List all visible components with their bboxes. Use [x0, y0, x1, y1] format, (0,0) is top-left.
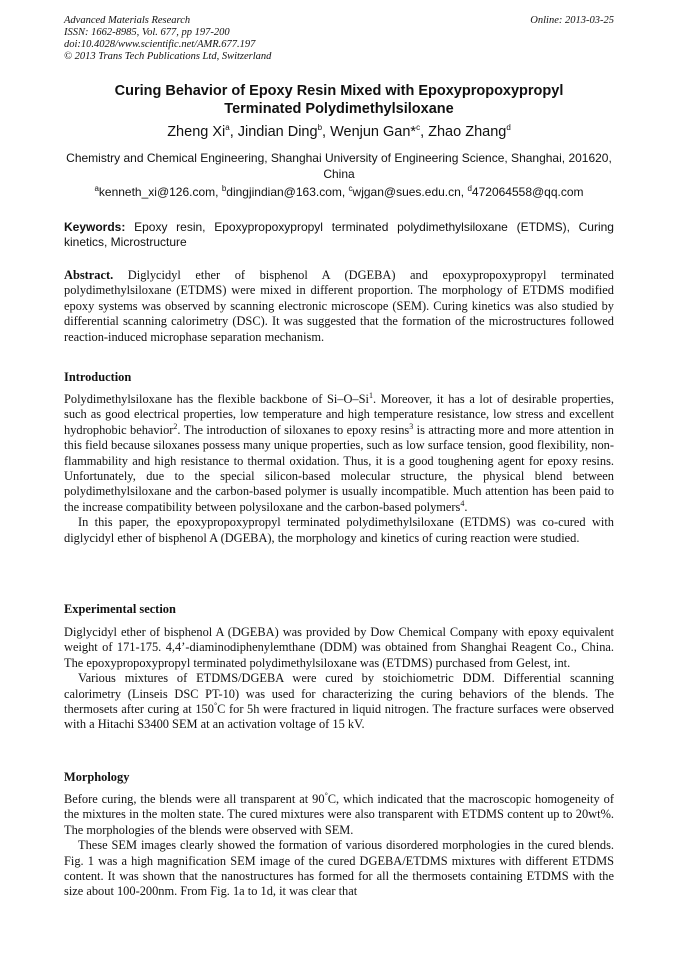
author-sup: d — [506, 123, 511, 133]
journal-name: Advanced Materials Research — [64, 15, 191, 26]
morphology-body — [64, 792, 614, 900]
email-link[interactable]: wjgan@sues.edu.cn — [352, 185, 461, 199]
author-name: Zhao Zhang — [428, 124, 507, 140]
citation-ref: 1 — [368, 390, 373, 400]
paragraph — [64, 392, 614, 515]
paper-title — [40, 82, 638, 118]
text-run: Before curing, the blends were all transparent at 90 — [64, 792, 325, 806]
citation-ref: 4 — [460, 498, 465, 508]
citation-ref: 3 — [409, 421, 414, 431]
issn-line: ISSN: 1662-8985, Vol. 677, pp 197-200 — [64, 27, 230, 38]
paragraph: In this paper, the epoxypropoxypropyl terminated polydimethylsiloxane (ETDMS) was co-cured with diglycidyl ether of bisphenol A (DGEBA), the morphology and kinetics of curing reaction were studied. — [64, 515, 614, 545]
email-sup: c — [348, 184, 353, 193]
section-heading-introduction: Introduction — [64, 370, 132, 384]
author-sup: a — [225, 123, 230, 133]
author-name: Jindian Ding — [237, 124, 318, 140]
paragraph — [64, 792, 614, 838]
email-link[interactable]: kenneth_xi@126.com — [98, 185, 216, 199]
abstract — [64, 268, 614, 345]
copyright-line: © 2013 Trans Tech Publications Ltd, Switzerland — [64, 51, 272, 62]
section-heading-experimental: Experimental section — [64, 602, 176, 616]
text-run: . Moreover, it has a lot of desirable properties, such as good electrical properties, low temperature and high temperature resistance, low stress and excellent hydrophobic behavior — [64, 392, 614, 437]
keywords — [64, 220, 614, 250]
paragraph: These SEM images clearly showed the formation of various disordered morphologies in the cured blends. Fig. 1 was a high magnification SEM image of the cured DGEBA/ETDMS mixtures with different ETDMS content. It was shown that the nanostructures has formed for all the thermosets containing ETDMS with the size about 100-200nm. From Fig. 1a to 1d, it was clear that — [64, 838, 614, 899]
experimental-body — [64, 625, 614, 733]
email-sup: a — [94, 184, 99, 193]
journal-meta — [64, 15, 271, 63]
degree-sign: ° — [213, 700, 218, 710]
email-link[interactable]: dingjindian@163.com — [226, 185, 342, 199]
introduction-body — [64, 392, 614, 546]
author-sup: c — [416, 123, 421, 133]
doi-line: doi:10.4028/www.scientific.net/AMR.677.197 — [64, 39, 256, 50]
author-list: Zheng Xi$^a$, Jindian Ding$^b$, Wenjun Gan*$^c$, Zhao Zhang$^d$ — [167, 123, 511, 140]
email-sup: d — [467, 184, 472, 193]
text-run: C for 5h were fractured in liquid nitrogen. The fracture surfaces were observed with a Hitachi S3400 SEM at an activation voltage of 15 kV. — [64, 702, 615, 732]
text-run: Various mixtures of ETDMS/DGEBA were cured by stoichiometric DDM. Differential scanning calorimetry (Linseis DSC PT-10) was used for characterizing the curing behaviors of the blends. The thermosets after curing at 150 — [64, 671, 614, 717]
citation-ref: 2 — [173, 421, 178, 431]
text-run: Polydimethylsiloxane has the flexible backbone of Si–O–Si — [64, 392, 369, 406]
keywords-text: Epoxy resin, Epoxypropoxypropyl terminated polydimethylsiloxane (ETDMS), Curing kinetics, Microstructure — [64, 220, 614, 249]
degree-sign: ° — [324, 790, 328, 800]
online-date: Online: 2013-03-25 — [530, 15, 614, 26]
text-run: is attracting more and more attention in this field because siloxanes possess many unique properties, such as low surface tension, good flexibility, non-flammability and high resistance to thermal oxidation. Thus, it is a good toughening agent for epoxy resins. Unfortunately, due to the special silicon-based molecular structure, the physical blend between polydimethylsiloxane and the carbon-based polymer is usually incompatible. Much attention has been paid to the increase compatibility between polysiloxane and the carbon-based polymers — [64, 422, 615, 514]
email-link[interactable]: 472064558@qq.com — [471, 185, 584, 199]
author-sup: b — [317, 123, 323, 133]
author-name: Zheng Xi — [167, 124, 226, 140]
abstract-text: Diglycidyl ether of bisphenol A (DGEBA) and epoxypropoxypropyl terminated polydimethylsiloxane (ETDMS) were mixed in different proportion. The morphology of ETDMS modified epoxy systems was observed by scanning electronic microscope (SEM). Curing kinetics was also studied by differential scanning calorimetry (DSC). It was suggested that the formation of the microstructures followed reaction-induced microphase separation mechanism. — [64, 268, 614, 344]
email-sup: b — [221, 184, 227, 193]
title-line-1: Curing Behavior of Epoxy Resin Mixed with Epoxypropoxypropyl — [114, 83, 564, 99]
paragraph — [64, 671, 614, 733]
keywords-label: Keywords: — [64, 220, 126, 234]
text-run: C, which indicated that the macroscopic homogeneity of the mixtures in the molten state. The cured mixtures were also transparent with ETDMS content up to 20wt%. The morphologies of the blends were observed with SEM. — [64, 792, 614, 837]
title-line-2: Terminated Polydimethylsiloxane — [224, 101, 454, 117]
text-run: . — [464, 499, 468, 514]
abstract-label: Abstract. — [64, 268, 114, 282]
paragraph: Diglycidyl ether of bisphenol A (DGEBA) was provided by Dow Chemical Company with epoxy equivalent weight of 171-175. 4,4’-diaminodiphenylemthane (DDM) was obtained from Shanghai Reagent Co., China. The epoxypropoxypropyl terminated polydimethylsiloxane was (ETDMS) purchased from Gelest, int. — [64, 625, 614, 670]
email-list: $^a$kenneth_xi@126.com, $^b$dingjindian@163.com, $^c$wjgan@sues.edu.cn, $^d$472064558@qq.com — [94, 184, 584, 199]
text-run: . The introduction of siloxanes to epoxy resins — [177, 422, 410, 437]
section-heading-morphology: Morphology — [64, 770, 130, 784]
author-name: Wenjun Gan* — [330, 124, 417, 140]
affiliation: Chemistry and Chemical Engineering, Shanghai University of Engineering Science, Shanghai, 201620, China — [66, 151, 612, 181]
